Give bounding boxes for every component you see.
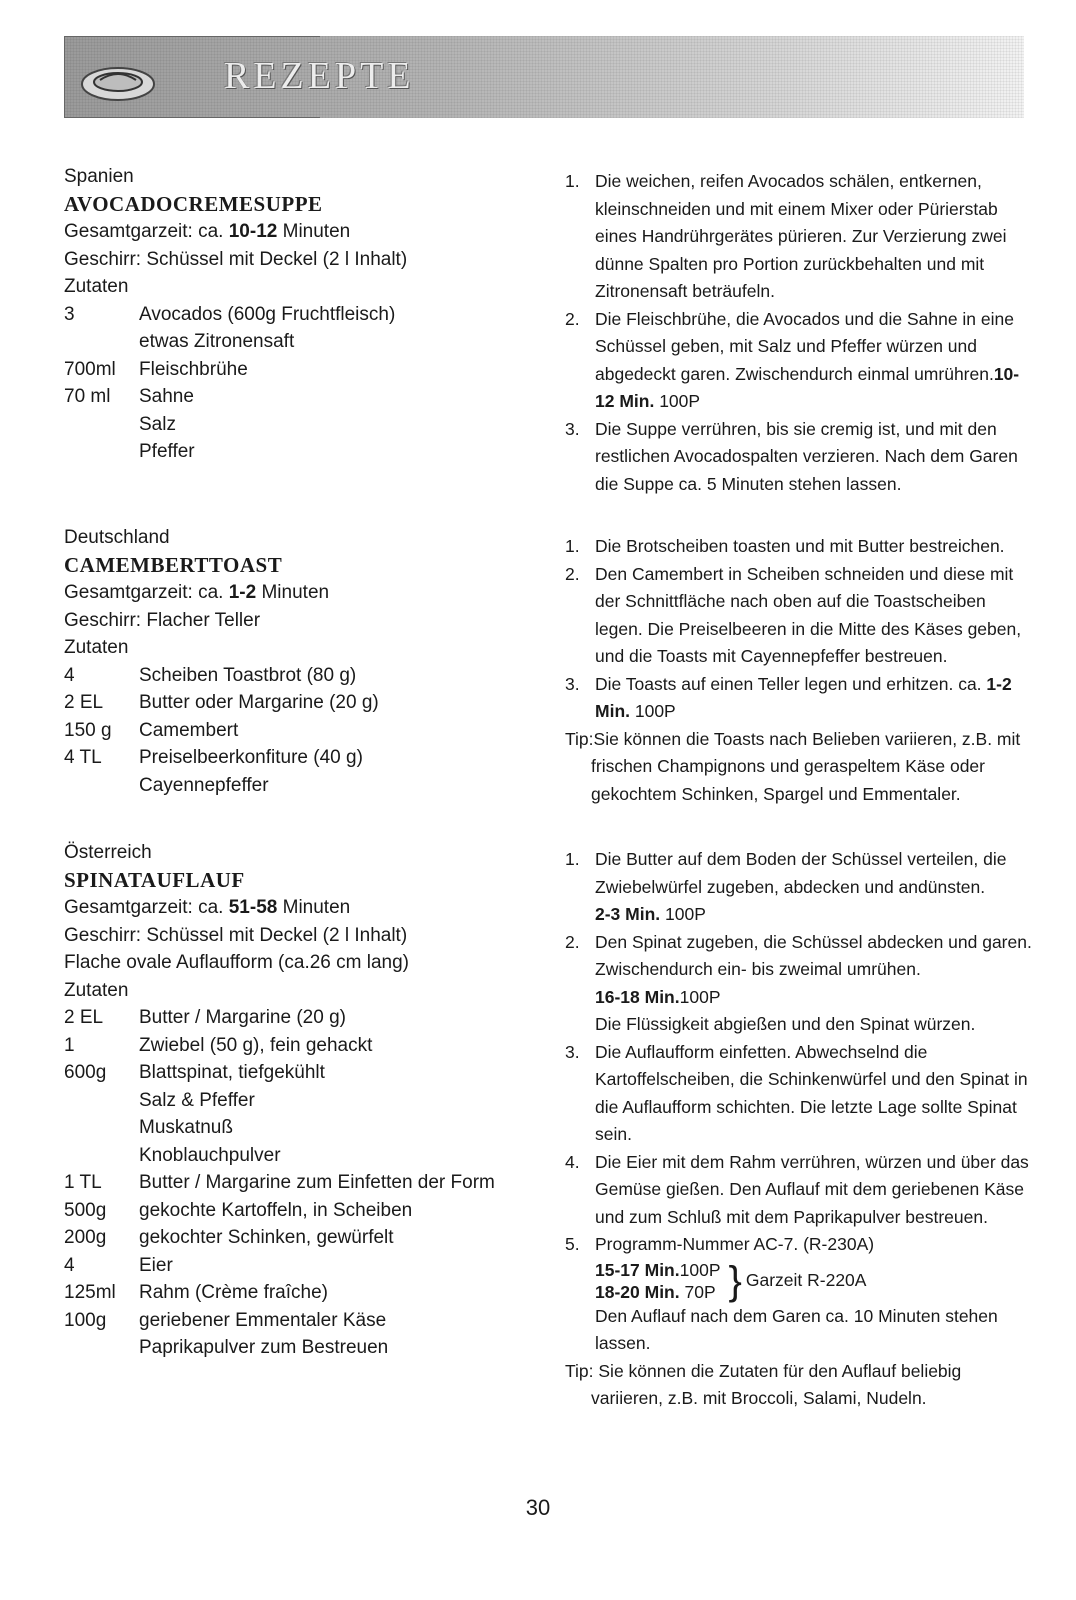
ingredient-row: 500g gekochte Kartoffeln, in Scheiben	[64, 1199, 413, 1221]
step-item: 1. Die Brotscheiben toasten und mit Butter bestreichen.	[565, 536, 1005, 556]
brace-mark: }	[728, 1258, 742, 1303]
recipe-title: SPINATAUFLAUF	[64, 867, 245, 892]
garzeit-group: 15-17 Min.100P 18-20 Min. 70P } Garzeit R-220A	[595, 1258, 867, 1303]
dish-line-2: Flache ovale Auflaufform (ca.26 cm lang)	[64, 952, 409, 973]
recipe-2-info	[64, 524, 534, 799]
ingredient-row: Salz & Pfeffer	[139, 1089, 255, 1111]
tip-text: Tip:Sie können die Toasts nach Belieben variieren, z.B. mit frischen Champignons und geraspeltem Käse oder gekochtem Schinken, Spargel und Emmentaler.	[565, 728, 1021, 804]
step-item: 3. Die Suppe verrühren, bis sie cremig ist, und mit den restlichen Avocadospalten verzieren. Nach dem Garen die Suppe ca. 5 Minuten stehen lassen.	[565, 418, 1018, 494]
ingredient-row: 4 Scheiben Toastbrot (80 g)	[64, 664, 357, 686]
page-number: 30	[525, 1495, 551, 1520]
recipe-country: Deutschland	[64, 527, 170, 548]
step-item: 3. Die Auflaufform einfetten. Abwechselnd die Kartoffelscheiben, die Schinkenwürfel und den Spinat in die Auflaufform schichten. Die letzte Lage sollte Spinat sein.	[565, 1041, 1028, 1144]
recipe-3-info	[64, 839, 534, 1362]
ingredient-row: etwas Zitronensaft	[139, 331, 295, 352]
recipe-1-info	[64, 163, 534, 466]
recipe-country: Spanien	[64, 166, 134, 187]
dish-icon	[78, 56, 158, 104]
ingredient-row: 4 TL Preiselbeerkonfiture (40 g)	[64, 747, 363, 768]
total-time: Gesamtgarzeit: ca. 10-12 Minuten	[64, 221, 351, 242]
tip-text: Tip: Sie können die Zutaten für den Auflauf beliebig variieren, z.B. mit Broccoli, Salami, Nudeln.	[565, 1360, 962, 1408]
ingredient-list	[64, 1004, 534, 1362]
ingredient-row: Paprikapulver zum Bestreuen	[139, 1337, 389, 1358]
ingredient-row: Pfeffer	[139, 441, 195, 462]
step-item: 3. Die Toasts auf einen Teller legen und erhitzen. ca. 1-2 Min. 100P	[565, 673, 1012, 721]
recipe-3-steps	[565, 846, 1035, 1413]
step-item: 2. Den Camembert in Scheiben schneiden und diese mit der Schnittfläche nach oben auf die Toastscheiben legen. Die Preiselbeeren in die Mitte des Käses geben, und die Toasts mit Cayennepfeffer bestreuen.	[565, 563, 1022, 666]
recipe-title: AVOCADOCREMESUPPE	[64, 191, 323, 216]
dish-line: Geschirr: Schüssel mit Deckel (2 l Inhalt)	[64, 924, 408, 946]
banner-title: REZEPTE	[224, 55, 415, 97]
ingredient-row: 100g geriebener Emmentaler Käse	[64, 1309, 387, 1331]
ingredient-row: 3 Avocados (600g Fruchtfleisch)	[64, 303, 396, 325]
ingredient-row: 150 g Camembert	[64, 719, 239, 741]
dish-line: Geschirr: Flacher Teller	[64, 609, 261, 631]
ingredient-row: Knoblauchpulver	[139, 1144, 281, 1166]
ingredient-row: 70 ml Sahne	[64, 386, 194, 407]
step-item: 4. Die Eier mit dem Rahm verrühren, würzen und über das Gemüse gießen. Den Auflauf mit dem geriebenen Käse und zum Schluß mit dem Paprikapulver bestreuen.	[565, 1151, 1029, 1227]
ingredient-list	[64, 301, 534, 466]
step-item: 5. Programm-Nummer AC-7. (R-230A) 15-17 Min.100P 18-20 Min. 70P } Garzeit R-220A Den Auflauf nach dem Garen ca. 10 Minuten stehen lassen.	[565, 1231, 1035, 1358]
ingredient-row: 700ml Fleischbrühe	[64, 358, 248, 380]
ingredient-row: 200g gekochter Schinken, gewürfelt	[64, 1227, 394, 1248]
ingredient-row: Cayennepfeffer	[139, 774, 269, 796]
dish-line: Geschirr: Schüssel mit Deckel (2 l Inhalt)	[64, 248, 408, 270]
zutaten-label: Zutaten	[64, 979, 129, 1001]
step-item: 1. Die Butter auf dem Boden der Schüssel verteilen, die Zwiebelwürfel zugeben, abdecken und andünsten. 2-3 Min. 100P	[565, 849, 1007, 924]
ingredient-row: 600g Blattspinat, tiefgekühlt	[64, 1062, 325, 1083]
ingredient-row: Salz	[139, 413, 176, 435]
recipe-1-steps	[565, 168, 1035, 498]
recipe-title: CAMEMBERTTOAST	[64, 552, 283, 577]
header-banner	[64, 36, 1024, 118]
ingredient-row: 125ml Rahm (Crème fraîche)	[64, 1282, 328, 1303]
ingredient-row: 2 EL Butter / Margarine (20 g)	[64, 1007, 346, 1028]
zutaten-label: Zutaten	[64, 637, 129, 658]
step-item: 1. Die weichen, reifen Avocados schälen, entkernen, kleinschneiden und mit einem Mixer oder Pürierstab eines Handrührgerätes pürieren. Zur Verzierung zwei dünne Spalten pro Portion zurückbehalten und mit Zitronensaft beträufeln.	[565, 171, 1007, 301]
recipe-country: Österreich	[64, 842, 152, 863]
zutaten-label: Zutaten	[64, 276, 129, 297]
ingredient-row: 1 TL Butter / Margarine zum Einfetten der Form	[64, 1172, 495, 1193]
step-item: 2. Die Fleischbrühe, die Avocados und die Sahne in eine Schüssel geben, mit Salz und Pfeffer würzen und abgedeckt garen. Zwischendurch einmal umrühren.10-12 Min. 100P	[565, 308, 1020, 411]
ingredient-row: 2 EL Butter oder Margarine (20 g)	[64, 692, 379, 713]
ingredient-list	[64, 662, 534, 800]
ingredient-row: Muskatnuß	[139, 1117, 233, 1138]
ingredient-row: 1 Zwiebel (50 g), fein gehackt	[64, 1034, 373, 1056]
step-item: 2. Den Spinat zugeben, die Schüssel abdecken und garen. Zwischendurch ein- bis zweimal umrühen. 16-18 Min.100P Die Flüssigkeit abgießen und den Spinat würzen.	[565, 931, 1032, 1034]
ingredient-row: 4 Eier	[64, 1254, 173, 1276]
recipe-2-steps	[565, 533, 1035, 808]
total-time: Gesamtgarzeit: ca. 1-2 Minuten	[64, 582, 330, 603]
total-time: Gesamtgarzeit: ca. 51-58 Minuten	[64, 897, 351, 918]
